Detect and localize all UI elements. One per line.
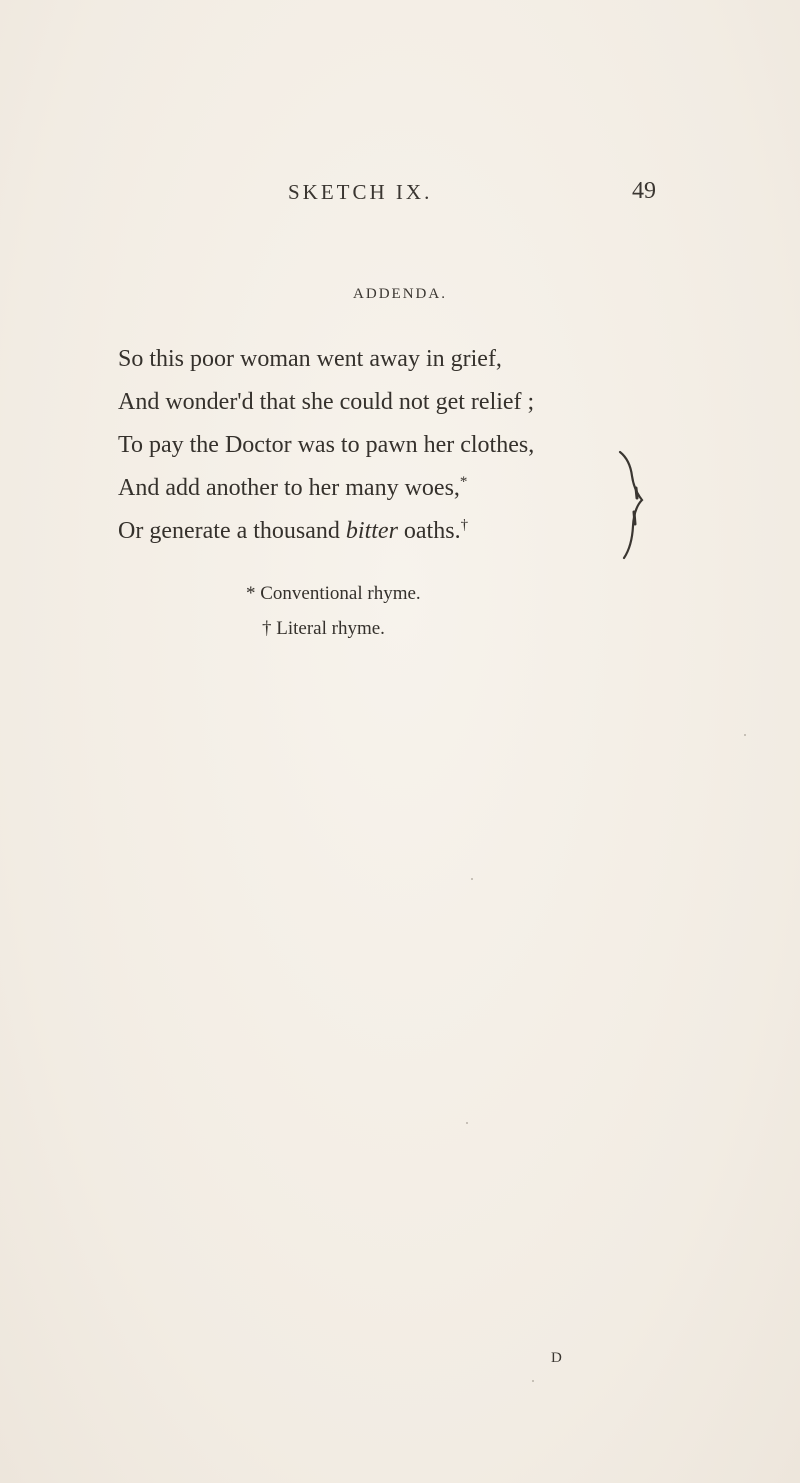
section-heading: ADDENDA. [353, 286, 447, 302]
paper-speck [471, 878, 473, 880]
verse-line-text: And add another to her many woes, [118, 475, 460, 501]
paper-speck [466, 1122, 468, 1124]
running-head [0, 180, 800, 210]
verse-line-2 [118, 381, 638, 424]
verse-line-text: And wonder'd that she could not get relief ; [118, 389, 535, 415]
curly-brace-mark [616, 450, 656, 560]
footnote-2 [262, 618, 385, 640]
footnote-text: Literal rhyme. [276, 618, 385, 639]
verse-line-text: So this poor woman went away in grief, [118, 346, 502, 372]
verse-line-text: To pay the Doctor was to pawn her clothes, [118, 432, 535, 458]
footnote-mark: † [262, 618, 272, 639]
footnote-reference-asterisk: * [459, 474, 468, 490]
footnote-reference-dagger: † [460, 517, 469, 533]
paper-speck [744, 734, 746, 736]
footnote-mark: * [246, 583, 256, 604]
verse-stanza [118, 338, 638, 553]
paper-speck [532, 1380, 534, 1382]
footnote-1 [246, 583, 421, 605]
emphasized-word: bitter [345, 518, 398, 544]
verse-line-text-end: oaths. [397, 518, 461, 544]
verse-line-3 [118, 424, 638, 467]
verse-line-5 [118, 510, 638, 553]
verse-line-1 [118, 338, 638, 381]
footnote-text: Conventional rhyme. [260, 583, 421, 604]
page-number: 49 [632, 178, 656, 204]
verse-line-text: Or generate a thousand [118, 518, 346, 544]
verse-line-4 [118, 467, 638, 510]
signature-mark: D [551, 1350, 562, 1366]
running-title: SKETCH IX. [288, 180, 433, 204]
